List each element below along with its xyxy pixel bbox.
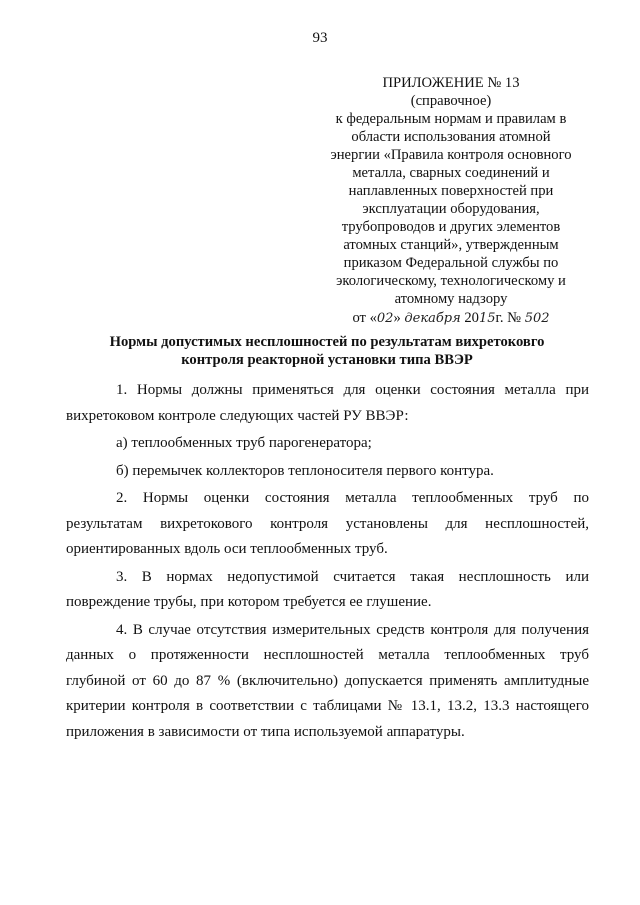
- paragraph-line: ориентированных вдоль оси теплообменных труб.: [66, 541, 388, 557]
- appendix-line: (справочное): [410, 93, 492, 109]
- appendix-line: металла, сварных соединений и: [352, 165, 550, 181]
- appendix-line: приказом Федеральной службы по: [343, 255, 559, 271]
- paragraph-4: [66, 618, 589, 746]
- appendix-line: наплавленных поверхностей при: [348, 183, 554, 199]
- order-year-handwritten: 15: [478, 311, 496, 326]
- appendix-line: атомному надзору: [394, 291, 508, 307]
- order-year-prefix: 20: [460, 310, 479, 326]
- document-body: [66, 378, 589, 745]
- paragraph-line: 3. В нормах недопустимой считается такая несплошность или: [116, 568, 589, 585]
- appendix-line: трубопроводов и других элементов: [341, 219, 561, 235]
- paragraph-line: глубиной от 60 до 87 % (включительно) допускается применять амплитудные: [66, 672, 589, 689]
- paragraph-line: 4. В случае отсутствия измерительных средств контроля для получения: [116, 621, 589, 638]
- document-title: [70, 333, 584, 369]
- appendix-line: атомных станций», утвержденным: [343, 237, 559, 253]
- paragraph-line: критерии контроля в соответствии с таблицами № 13.1, 13.2, 13.3 настоящего: [66, 698, 589, 714]
- paragraph-line: результатам вихретокового контроля установлены для несплошностей,: [66, 515, 589, 532]
- order-number-prefix: г. №: [495, 310, 525, 326]
- appendix-line: ПРИЛОЖЕНИЕ № 13: [382, 75, 520, 91]
- list-item-b: б) перемычек коллекторов теплоносителя первого контура.: [116, 462, 494, 479]
- order-month-handwritten: декабря: [404, 311, 461, 326]
- appendix-line: к федеральным нормам и правилам в: [335, 111, 567, 127]
- paragraph-3: [66, 565, 589, 616]
- appendix-line: области использования атомной: [351, 129, 551, 145]
- appendix-header: [318, 74, 584, 328]
- title-line-2: контроля реакторной установки типа ВВЭР: [181, 352, 473, 368]
- paragraph-2: [66, 486, 589, 563]
- appendix-line: эксплуатации оборудования,: [362, 201, 540, 217]
- page-number: 93: [312, 30, 328, 46]
- list-item-a: а) теплообменных труб парогенератора;: [116, 435, 372, 451]
- title-line-1: Нормы допустимых несплошностей по результатам вихретоковго: [109, 334, 545, 350]
- appendix-line: экологическому, технологическому и: [336, 273, 566, 289]
- order-date-number: от «02» декабря 2015г. № 502: [352, 310, 550, 326]
- paragraph-line: вихретоковом контроле следующих частей РУ ВВЭР:: [66, 407, 409, 424]
- order-day-handwritten: 02: [376, 311, 394, 326]
- order-date-prefix: от «: [352, 310, 377, 326]
- paragraph-1: [66, 378, 589, 429]
- paragraph-line: 1. Нормы должны применяться для оценки состояния металла при: [116, 382, 589, 398]
- order-number-handwritten: 502: [524, 311, 550, 326]
- appendix-line: энергии «Правила контроля основного: [330, 147, 572, 163]
- paragraph-line: приложения в зависимости от типа используемой аппаратуры.: [66, 723, 465, 740]
- paragraph-line: повреждение трубы, при котором требуется ее глушение.: [66, 594, 432, 610]
- paragraph-line: 2. Нормы оценки состояния металла теплообменных труб по: [116, 490, 589, 506]
- paragraph-line: данных о протяженности несплошностей металла теплообменных труб: [66, 647, 589, 663]
